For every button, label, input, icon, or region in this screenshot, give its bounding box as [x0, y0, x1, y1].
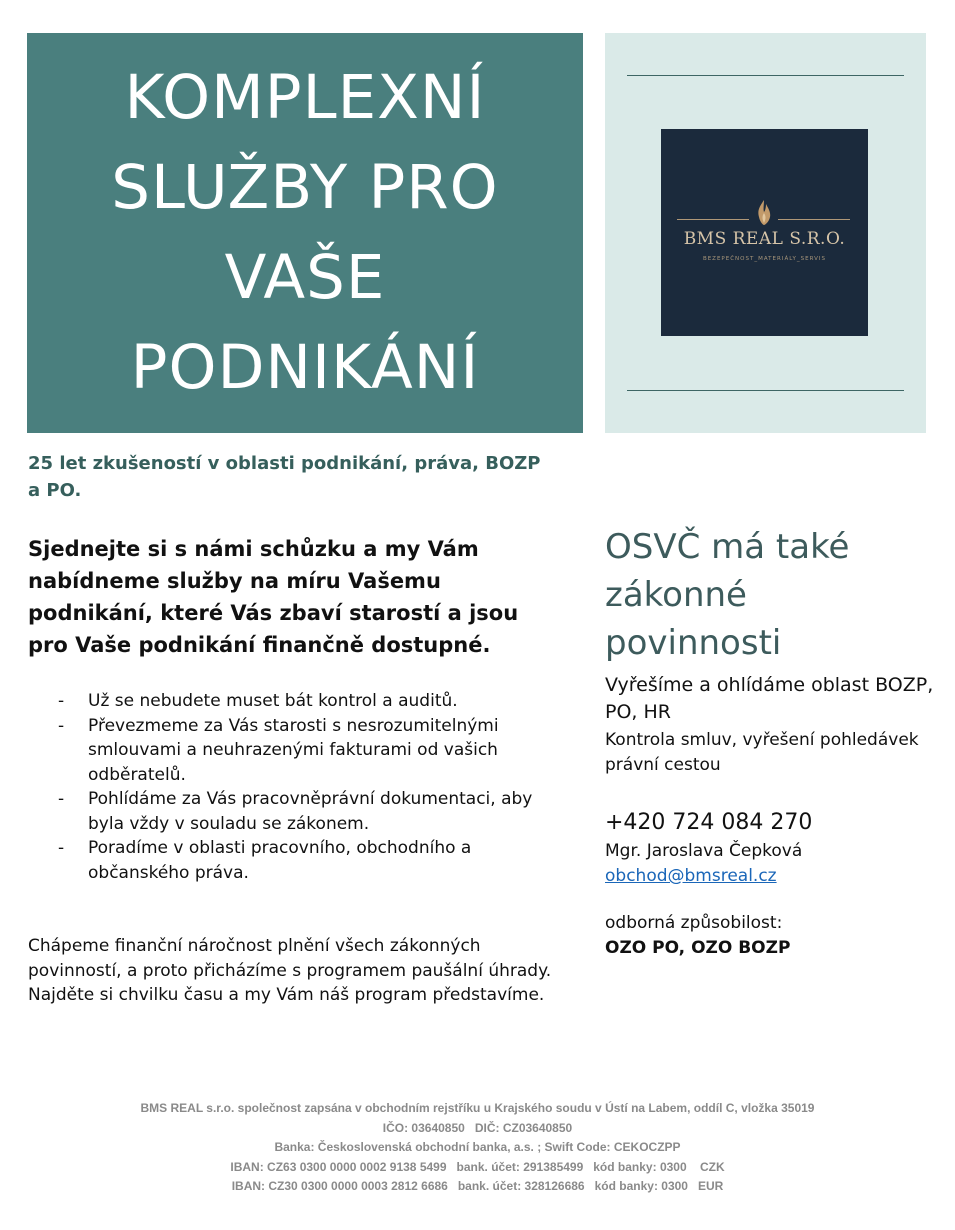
footer-line: IBAN: CZ63 0300 0000 0002 9138 5499 bank. účet: 291385499 kód banky: 0300 CZK	[230, 1159, 725, 1174]
competence-label: odborná způsobilost:	[605, 913, 783, 933]
hero-title-line: PODNIKÁNÍ	[130, 332, 480, 403]
list-item	[55, 689, 565, 714]
hero-title-line: VAŠE	[224, 242, 386, 313]
call-to-action: Sjednejte si s námi schůzku a my Vám nabídneme služby na míru Vašemu podnikání, které Vás zbaví starostí a jsou pro Vaše podnikání finančně dostupné.	[28, 537, 519, 657]
hero-title-line: KOMPLEXNÍ	[124, 62, 486, 133]
footer-line: Banka: Československá obchodní banka, a.s. ; Swift Code: CEKOCZPP	[274, 1140, 681, 1154]
competence-value: OZO PO, OZO BOZP	[605, 938, 791, 958]
services-summary: Vyřešíme a ohlídáme oblast BOZP, PO, HR	[605, 674, 934, 723]
list-item	[55, 714, 565, 788]
bullet-dash: -	[58, 691, 65, 711]
bullet-dash: -	[58, 715, 65, 736]
benefits-list	[55, 689, 565, 885]
logo-tagline: BEZEPEČNOST_MATERIÁLY_SERVIS	[702, 256, 827, 262]
logo-rule	[677, 219, 749, 220]
sidebar-headline: OSVČ má také zákonné povinnosti	[605, 527, 850, 663]
closing-paragraph: Chápeme finanční náročnost plnění všech zákonných povinností, a proto přicházíme s programem paušální úhrady. Najděte si chvilku času a my Vám náš program představíme.	[28, 936, 552, 1005]
phone-number: +420 724 084 270	[605, 810, 813, 835]
email-link[interactable]: obchod@bmsreal.cz	[605, 866, 777, 886]
divider	[627, 75, 904, 76]
list-item	[55, 787, 565, 836]
footer-line: IČO: 03640850 DIČ: CZ03640850	[382, 1120, 573, 1135]
hero-banner	[27, 33, 583, 433]
divider	[627, 390, 904, 391]
contact-person: Mgr. Jaroslava Čepková	[605, 841, 803, 861]
logo-panel	[605, 33, 926, 433]
footer-line: BMS REAL s.r.o. společnost zapsána v obchodním rejstříku u Krajského soudu v Ústí na Labem, oddíl C, vložka 35019	[140, 1101, 815, 1115]
logo-company-name: BMS REAL S.R.O.	[683, 229, 846, 249]
bullet-dash: -	[58, 838, 65, 858]
company-footer	[0, 1099, 955, 1197]
list-item	[55, 836, 565, 885]
company-logo	[661, 129, 868, 336]
benefit-text: Poradíme v oblasti pracovního, obchodního a občanského práva.	[88, 838, 472, 883]
bullet-dash: -	[58, 789, 65, 809]
hero-title-line: SLUŽBY PRO	[111, 152, 499, 223]
experience-subtitle: 25 let zkušeností v oblasti podnikání, práva, BOZP a PO.	[28, 453, 541, 501]
logo-rule	[778, 219, 850, 220]
footer-line: IBAN: CZ30 0300 0000 0003 2812 6686 bank. účet: 328126686 kód banky: 0300 EUR	[231, 1179, 724, 1193]
contract-control-text: Kontrola smluv, vyřešení pohledávek právní cestou	[605, 730, 919, 775]
benefit-text: Převezmeme za Vás starosti s nesrozumitelnými smlouvami a neuhrazenými fakturami od vašich odběratelů.	[88, 715, 499, 785]
flame-icon	[755, 199, 773, 227]
benefit-text: Už se nebudete muset bát kontrol a auditů.	[88, 691, 458, 711]
benefit-text: Pohlídáme za Vás pracovněprávní dokumentaci, aby byla vždy v souladu se zákonem.	[88, 789, 533, 834]
